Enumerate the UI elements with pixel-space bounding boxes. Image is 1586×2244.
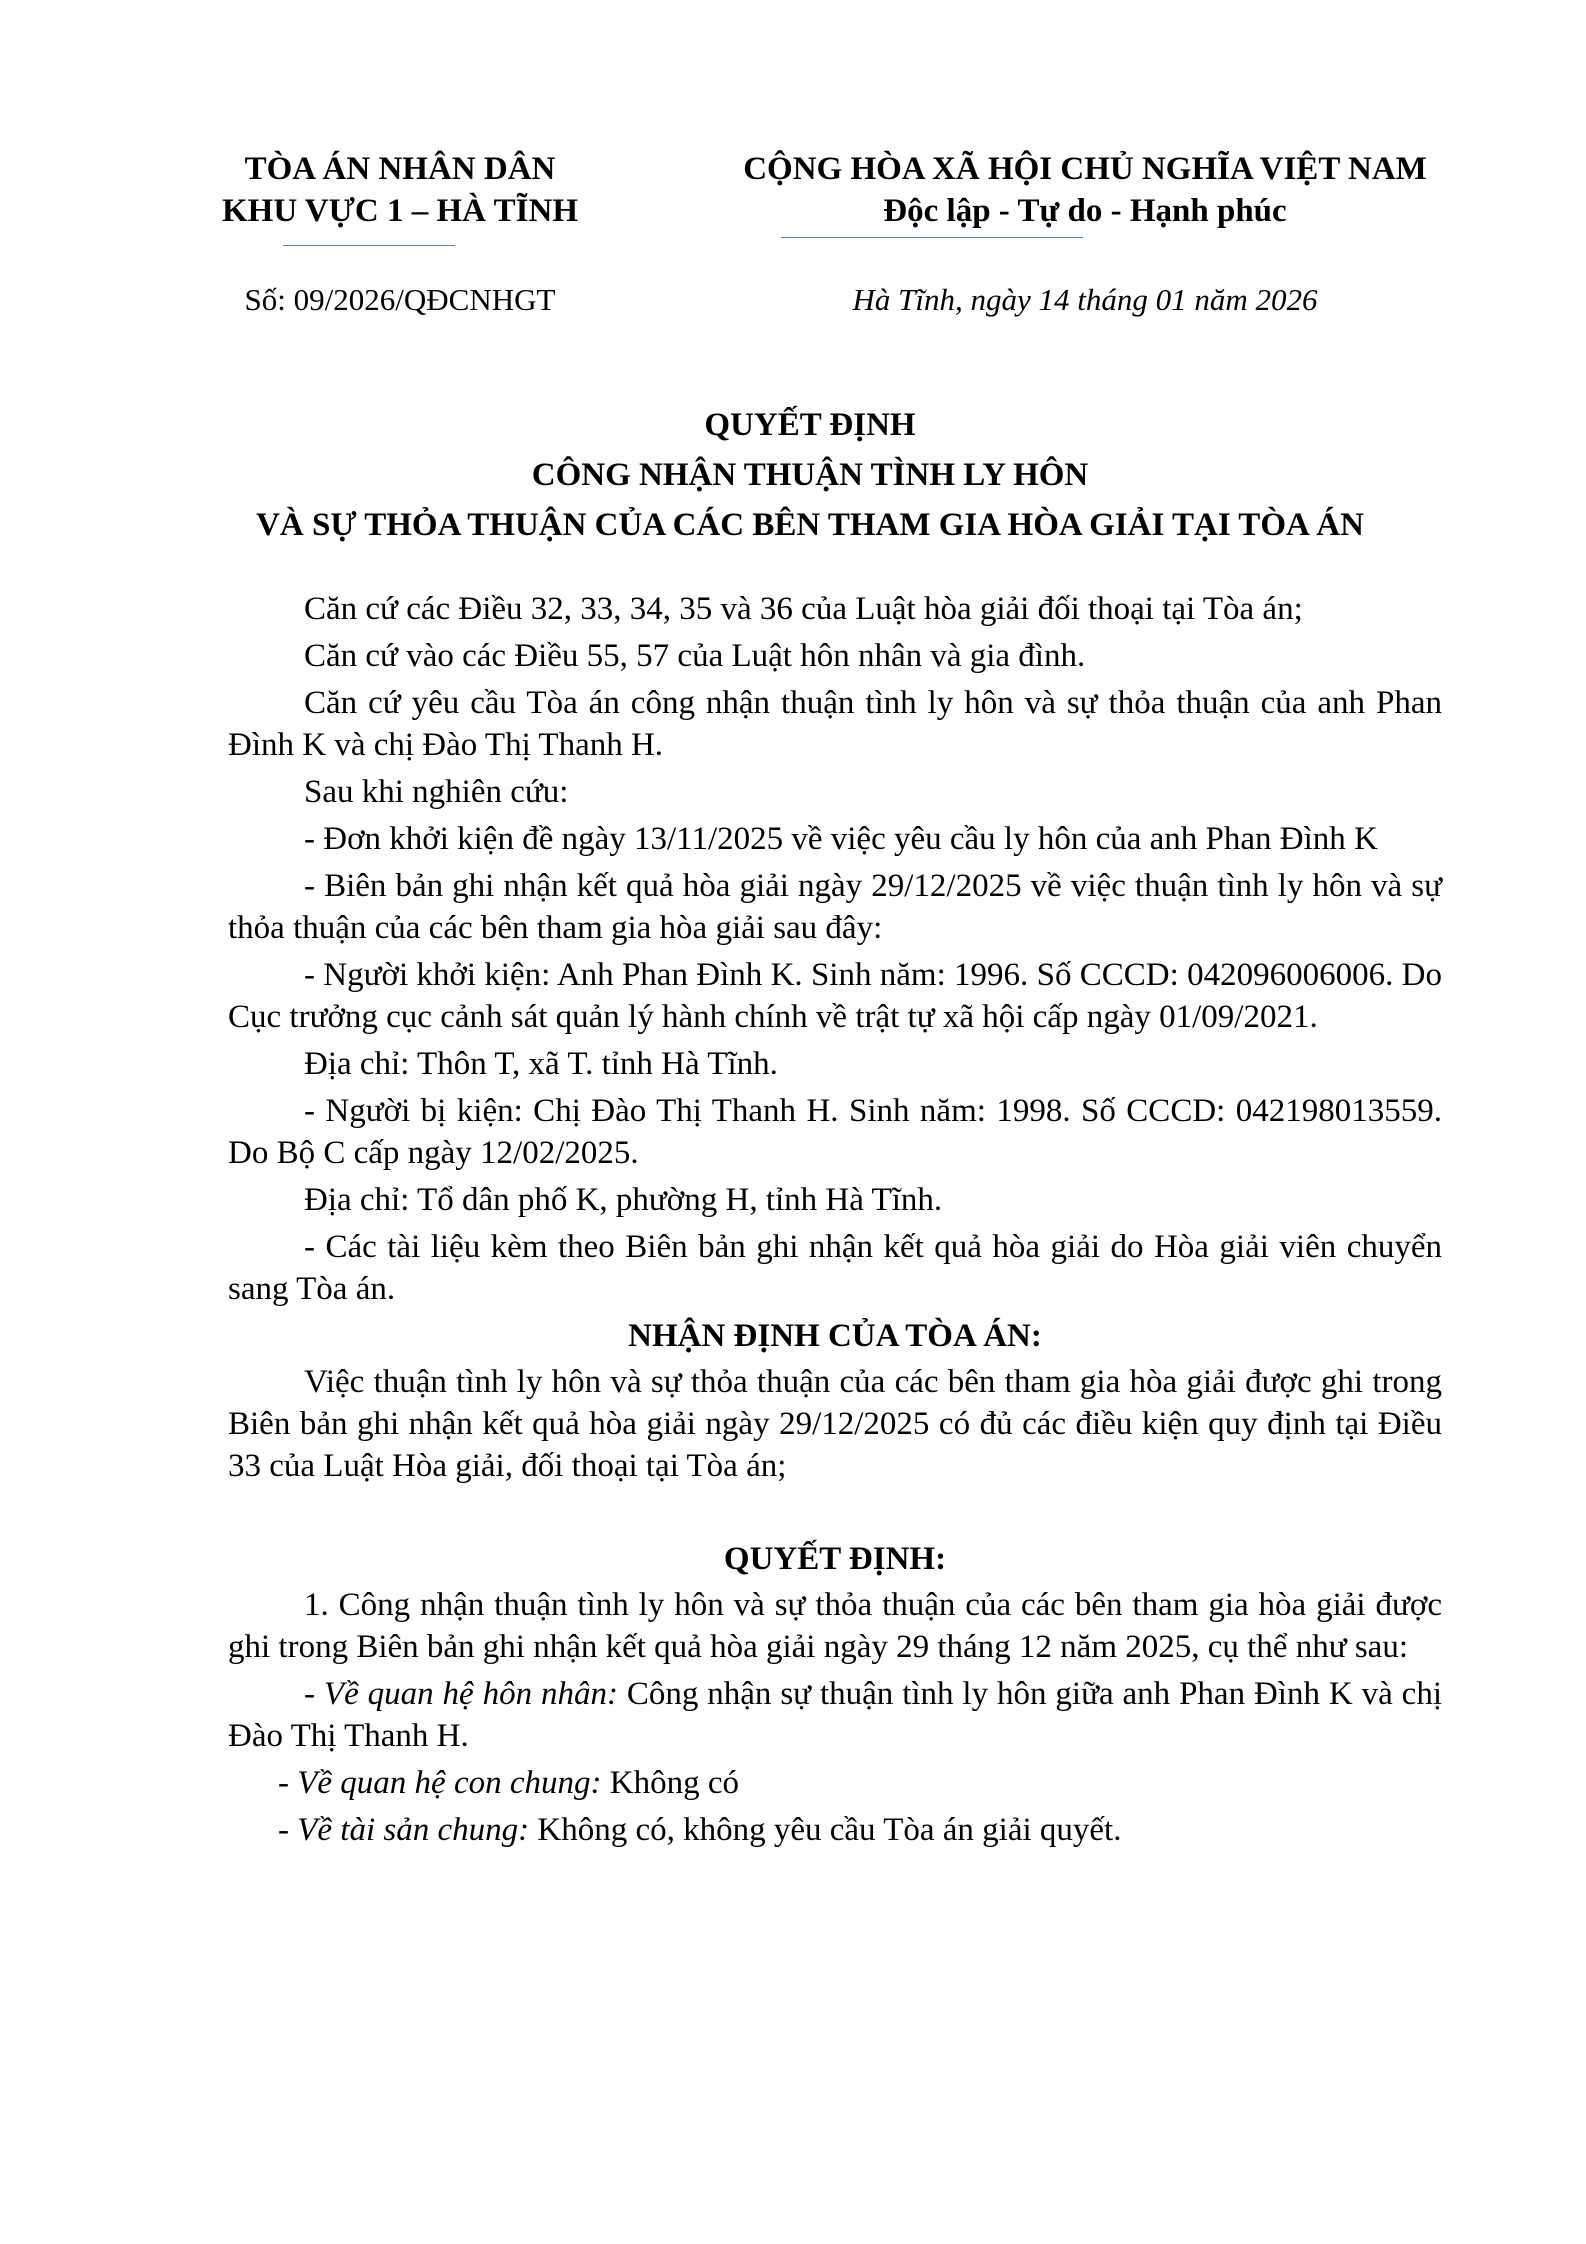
decision-children	[228, 1762, 1442, 1804]
defendant-paragraph: - Người bị kiện: Chị Đào Thị Thanh H. Sinh năm: 1998. Số CCCD: 042198013559. Do Bộ C cấp ngày 12/02/2025.	[228, 1093, 1442, 1171]
court-header-underline	[283, 245, 455, 246]
basis-paragraph: Sau khi nghiên cứu:	[304, 774, 569, 810]
decision-property	[228, 1809, 1442, 1851]
document-body	[228, 588, 1442, 1856]
children-label: Về quan hệ con chung:	[297, 1765, 602, 1801]
decision-heading: QUYẾT ĐỊNH:	[723, 1541, 947, 1577]
attachments-paragraph: - Các tài liệu kèm theo Biên bản ghi nhận kết quả hòa giải do Hòa giải viên chuyển sang Tòa án.	[228, 1229, 1442, 1307]
national-title: CỘNG HÒA XÃ HỘI CHỦ NGHĨA VIỆT NAM	[743, 151, 1427, 187]
title-line-3: VÀ SỰ THỎA THUẬN CỦA CÁC BÊN THAM GIA HÒA GIẢI TẠI TÒA ÁN	[256, 507, 1364, 543]
court-header	[210, 148, 590, 232]
title-line-1: QUYẾT ĐỊNH	[704, 407, 916, 443]
document-number: Số: 09/2026/QĐCNHGT	[244, 282, 556, 317]
decision-marriage	[228, 1673, 1442, 1757]
assessment-paragraph: Việc thuận tình ly hôn và sự thỏa thuận của các bên tham gia hòa giải được ghi trong Biên bản ghi nhận kết quả hòa giải ngày 29/12/2025 có đủ các điều kiện quy định tại Điều 33 của Luật Hòa giải, đối thoại tại Tòa án;	[228, 1364, 1442, 1484]
basis-paragraph: Căn cứ các Điều 32, 33, 34, 35 và 36 của Luật hòa giải đối thoại tại Tòa án;	[304, 591, 1303, 627]
plaintiff-paragraph: - Người khởi kiện: Anh Phan Đình K. Sinh năm: 1996. Số CCCD: 042096006006. Do Cục trưởng cục cảnh sát quản lý hành chính về trật tự xã hội cấp ngày 01/09/2021.	[228, 957, 1442, 1035]
property-label: Về tài sản chung:	[297, 1812, 530, 1848]
court-name: TÒA ÁN NHÂN DÂN	[244, 151, 556, 187]
dash: -	[278, 1765, 298, 1801]
place-and-date: Hà Tĩnh, ngày 14 tháng 01 năm 2026	[852, 282, 1318, 317]
court-region: KHU VỰC 1 – HÀ TĨNH	[221, 193, 578, 229]
marriage-text: Công nhận sự thuận tình ly hôn giữa anh Phan Đình K và chị Đào Thị Thanh H.	[228, 1676, 1442, 1754]
national-motto: Độc lập - Tự do - Hạnh phúc	[883, 193, 1287, 229]
decision-item-1: 1. Công nhận thuận tình ly hôn và sự thỏa thuận của các bên tham gia hòa giải được ghi trong Biên bản ghi nhận kết quả hòa giải ngày 29 tháng 12 năm 2025, cụ thể như sau:	[228, 1587, 1442, 1665]
dash: -	[278, 1812, 298, 1848]
spacer	[228, 1492, 1442, 1536]
defendant-address: Địa chỉ: Tổ dân phố K, phường H, tỉnh Hà Tĩnh.	[304, 1182, 943, 1218]
basis-paragraph: Căn cứ vào các Điều 55, 57 của Luật hôn nhân và gia đình.	[304, 638, 1086, 674]
basis-paragraph: - Đơn khởi kiện đề ngày 13/11/2025 về việc yêu cầu ly hôn của anh Phan Đình K	[304, 821, 1378, 857]
basis-paragraph: Căn cứ yêu cầu Tòa án công nhận thuận tình ly hôn và sự thỏa thuận của anh Phan Đình K và chị Đào Thị Thanh H.	[228, 685, 1442, 763]
assessment-heading: NHẬN ĐỊNH CỦA TÒA ÁN:	[628, 1318, 1042, 1354]
title-line-2: CÔNG NHẬN THUẬN TÌNH LY HÔN	[531, 457, 1089, 493]
national-header	[680, 148, 1490, 232]
property-text: Không có, không yêu cầu Tòa án giải quyết.	[529, 1812, 1122, 1848]
national-motto-underline	[781, 237, 1083, 238]
children-text: Không có	[601, 1765, 739, 1801]
marriage-label: Về quan hệ hôn nhân:	[323, 1676, 618, 1712]
document-title	[160, 400, 1460, 550]
basis-paragraph: - Biên bản ghi nhận kết quả hòa giải ngày 29/12/2025 về việc thuận tình ly hôn và sự thỏa thuận của các bên tham gia hòa giải sau đây:	[228, 868, 1442, 946]
dash: -	[304, 1676, 324, 1712]
plaintiff-address: Địa chỉ: Thôn T, xã T. tỉnh Hà Tĩnh.	[304, 1046, 778, 1082]
